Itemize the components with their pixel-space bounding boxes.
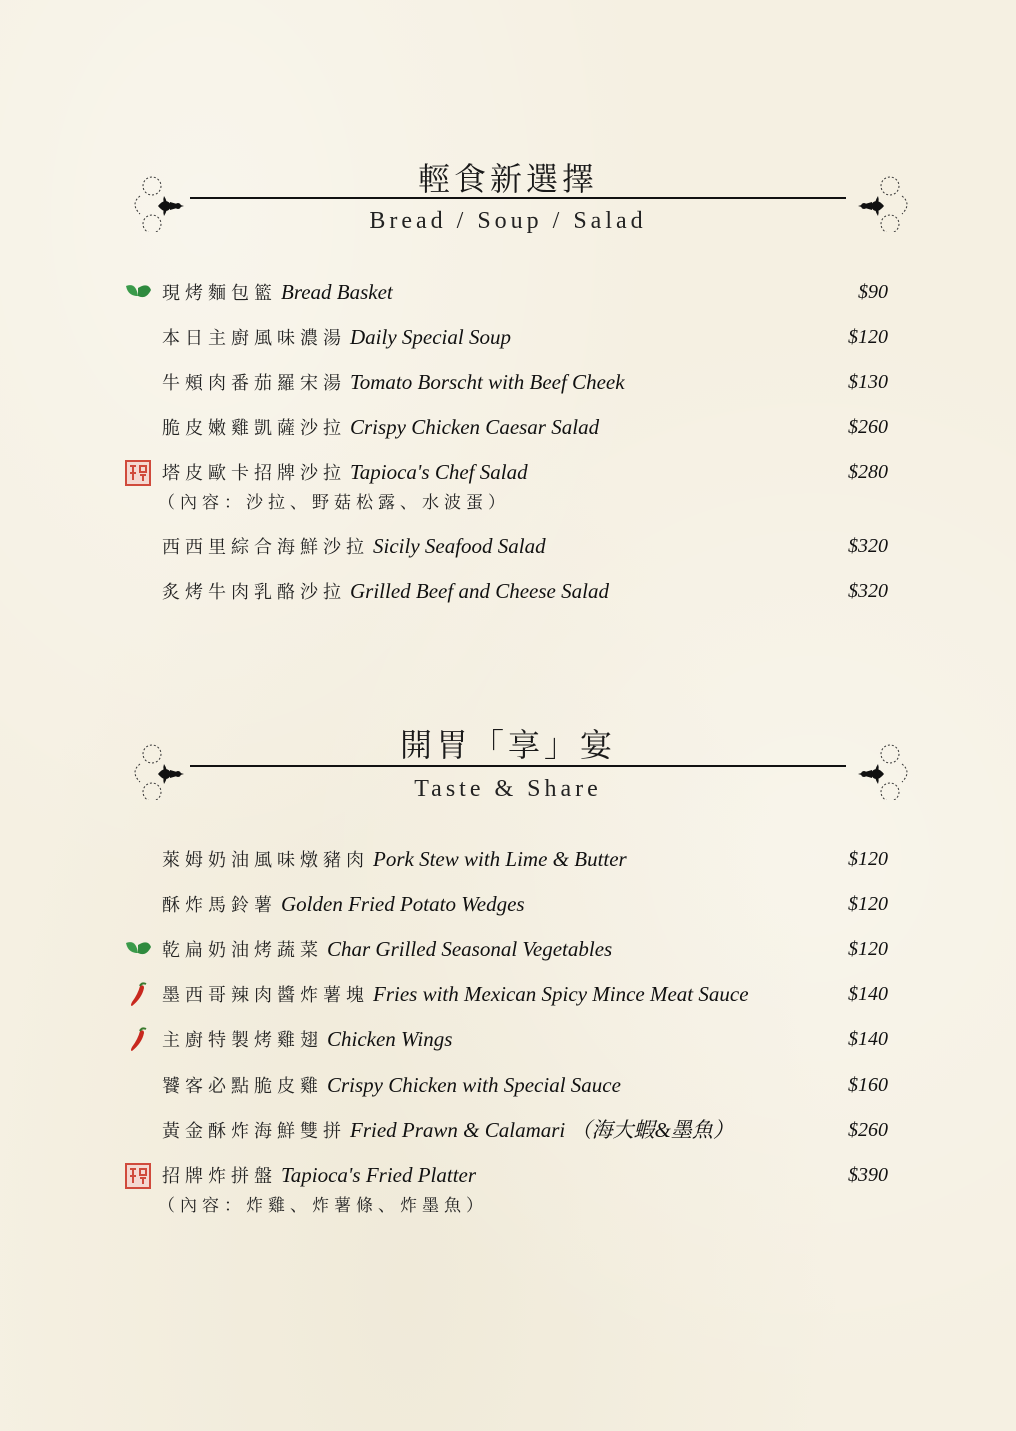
menu-item	[0, 847, 1016, 887]
item-price: $120	[848, 326, 888, 348]
signature-seal-icon	[124, 1163, 152, 1189]
item-name-cn: 乾扁奶油烤蔬菜	[162, 940, 323, 961]
item-name-cn: 黃金酥炸海鮮雙拼	[162, 1121, 346, 1142]
item-name-cn: 主廚特製烤雞翅	[162, 1030, 323, 1051]
item-name-en: Grilled Beef and Cheese Salad	[350, 579, 609, 603]
item-price: $320	[848, 580, 888, 602]
menu-item	[0, 1118, 1016, 1158]
menu-item	[0, 534, 1016, 574]
item-price: $120	[848, 938, 888, 960]
item-price: $390	[848, 1164, 888, 1186]
item-name-en: Crispy Chicken with Special Sauce	[327, 1073, 621, 1097]
menu-item	[0, 460, 1016, 524]
menu-item	[0, 1073, 1016, 1113]
item-name-en: Pork Stew with Lime & Butter	[373, 847, 627, 871]
item-price: $260	[848, 416, 888, 438]
menu-item	[0, 937, 1016, 977]
section-title-en: Bread / Soup / Salad	[369, 208, 647, 234]
menu-item	[0, 370, 1016, 410]
item-name-en: Tapioca's Fried Platter	[281, 1163, 477, 1187]
item-name-cn: 招牌炸拼盤	[162, 1166, 277, 1187]
section-header	[0, 720, 1016, 820]
item-price: $90	[858, 281, 888, 303]
item-price: $130	[848, 371, 888, 393]
section-taste-share	[0, 720, 1016, 820]
item-name-cn: 脆皮嫩雞凱薩沙拉	[162, 418, 346, 439]
item-name-cn: 本日主廚風味濃湯	[162, 328, 346, 349]
section-header	[0, 152, 1016, 252]
item-name-cn: 酥炸馬鈴薯	[162, 895, 277, 916]
item-price: $120	[848, 848, 888, 870]
item-name-cn: 萊姆奶油風味燉豬肉	[162, 850, 369, 871]
menu-item	[0, 325, 1016, 365]
item-name-cn: 牛頰肉番茄羅宋湯	[162, 373, 346, 394]
item-name-cn: 塔皮歐卡招牌沙拉	[162, 463, 346, 484]
section-title-cn: 開胃「享」宴	[399, 726, 616, 764]
item-price: $260	[848, 1119, 888, 1141]
item-name-en: Bread Basket	[281, 280, 393, 304]
item-name-en: Tapioca's Chef Salad	[350, 460, 528, 484]
item-name-en: Golden Fried Potato Wedges	[281, 892, 525, 916]
item-name-cn: 饕客必點脆皮雞	[162, 1076, 323, 1097]
item-name-en: Fried Prawn & Calamari （海大蝦&墨魚）	[350, 1118, 734, 1142]
menu-item	[0, 280, 1016, 320]
item-description: （內容：炸雞、炸薯條、炸墨魚）	[158, 1196, 488, 1216]
menu-item	[0, 415, 1016, 455]
item-name-en: Crispy Chicken Caesar Salad	[350, 415, 600, 439]
item-name-cn: 現烤麵包籃	[162, 283, 277, 304]
item-price: $320	[848, 535, 888, 557]
vegetarian-leaf-icon	[124, 280, 152, 306]
section-title-en: Taste & Share	[414, 776, 602, 802]
item-name-cn: 墨西哥辣肉醬炸薯塊	[162, 985, 369, 1006]
menu-item	[0, 982, 1016, 1022]
item-name-cn: 炙烤牛肉乳酪沙拉	[162, 582, 346, 603]
section-bread-soup-salad	[0, 152, 1016, 252]
signature-seal-icon	[124, 460, 152, 486]
item-name-en: Chicken Wings	[327, 1027, 453, 1051]
menu-item	[0, 1163, 1016, 1227]
spicy-chili-icon	[124, 982, 152, 1008]
spicy-chili-icon	[124, 1027, 152, 1053]
item-name-cn: 西西里綜合海鮮沙拉	[162, 537, 369, 558]
item-name-en: Fries with Mexican Spicy Mince Meat Sauce	[373, 982, 749, 1006]
vegetarian-leaf-icon	[124, 937, 152, 963]
section-title-cn: 輕食新選擇	[417, 160, 598, 198]
menu-item	[0, 579, 1016, 619]
item-price: $140	[848, 1028, 888, 1050]
item-name-en: Tomato Borscht with Beef Cheek	[350, 370, 625, 394]
menu-item	[0, 1027, 1016, 1067]
item-name-en: Daily Special Soup	[350, 325, 511, 349]
item-price: $160	[848, 1074, 888, 1096]
item-price: $120	[848, 893, 888, 915]
item-description: （內容：沙拉、野菇松露、水波蛋）	[158, 493, 510, 513]
item-name-en: Char Grilled Seasonal Vegetables	[327, 937, 613, 961]
item-name-en: Sicily Seafood Salad	[373, 534, 546, 558]
item-price: $140	[848, 983, 888, 1005]
item-price: $280	[848, 461, 888, 483]
menu-item	[0, 892, 1016, 932]
